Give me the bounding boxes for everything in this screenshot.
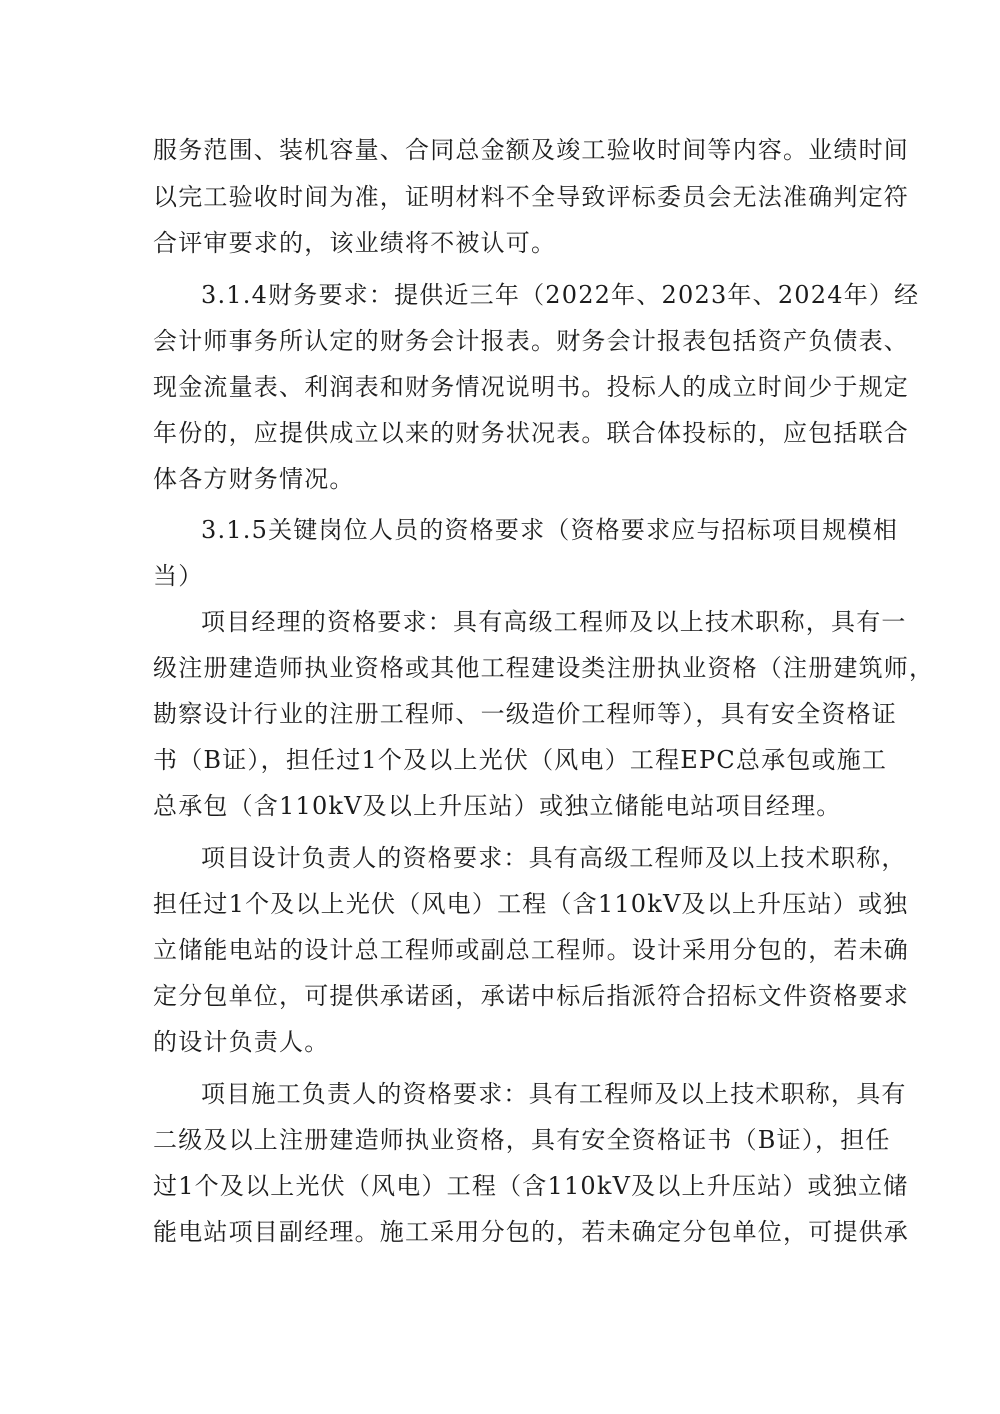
paragraph-line: 服务范围、装机容量、合同总金额及竣工验收时间等内容。业绩时间	[153, 136, 909, 164]
paragraph-line: 以完工验收时间为准，证明材料不全导致评标委员会无法准确判定符	[153, 183, 909, 211]
paragraph-line: 立储能电站的设计总工程师或副总工程师。设计采用分包的，若未确	[153, 936, 909, 964]
paragraph-line: 总承包（含110kV及以上升压站）或独立储能电站项目经理。	[153, 792, 842, 820]
paragraph-line: 年份的，应提供成立以来的财务状况表。联合体投标的，应包括联合	[153, 419, 909, 447]
construction-lead-paragraph-line: 项目施工负责人的资格要求：具有工程师及以上技术职称，具有	[201, 1080, 907, 1108]
paragraph-line: 体各方财务情况。	[153, 465, 355, 493]
paragraph-line: 担任过1个及以上光伏（风电）工程（含110kV及以上升压站）或独	[153, 890, 909, 918]
paragraph-line: 当）	[153, 562, 204, 590]
paragraph-line: 书（B证），担任过1个及以上光伏（风电）工程EPC总承包或施工	[153, 746, 888, 774]
section-3-1-4-line: 3.1.4财务要求：提供近三年（2022年、2023年、2024年）经	[201, 281, 920, 309]
paragraph-line: 现金流量表、利润表和财务情况说明书。投标人的成立时间少于规定	[153, 373, 909, 401]
paragraph-line: 级注册建造师执业资格或其他工程建设类注册执业资格（注册建筑师，	[153, 654, 935, 682]
paragraph-line: 的设计负责人。	[153, 1028, 330, 1056]
project-manager-paragraph-line: 项目经理的资格要求：具有高级工程师及以上技术职称，具有一	[201, 608, 907, 636]
paragraph-line: 过1个及以上光伏（风电）工程（含110kV及以上升压站）或独立储	[153, 1172, 909, 1200]
paragraph-line: 二级及以上注册建造师执业资格，具有安全资格证书（B证），担任	[153, 1126, 891, 1154]
paragraph-line: 定分包单位，可提供承诺函，承诺中标后指派符合招标文件资格要求	[153, 982, 909, 1010]
design-lead-paragraph-line: 项目设计负责人的资格要求：具有高级工程师及以上技术职称，	[201, 844, 907, 872]
paragraph-line: 会计师事务所认定的财务会计报表。财务会计报表包括资产负债表、	[153, 327, 909, 355]
paragraph-line: 合评审要求的，该业绩将不被认可。	[153, 229, 557, 257]
paragraph-line: 勘察设计行业的注册工程师、一级造价工程师等），具有安全资格证	[153, 700, 897, 728]
paragraph-line: 能电站项目副经理。施工采用分包的，若未确定分包单位，可提供承	[153, 1218, 909, 1246]
section-3-1-5-line: 3.1.5关键岗位人员的资格要求（资格要求应与招标项目规模相	[201, 516, 899, 544]
